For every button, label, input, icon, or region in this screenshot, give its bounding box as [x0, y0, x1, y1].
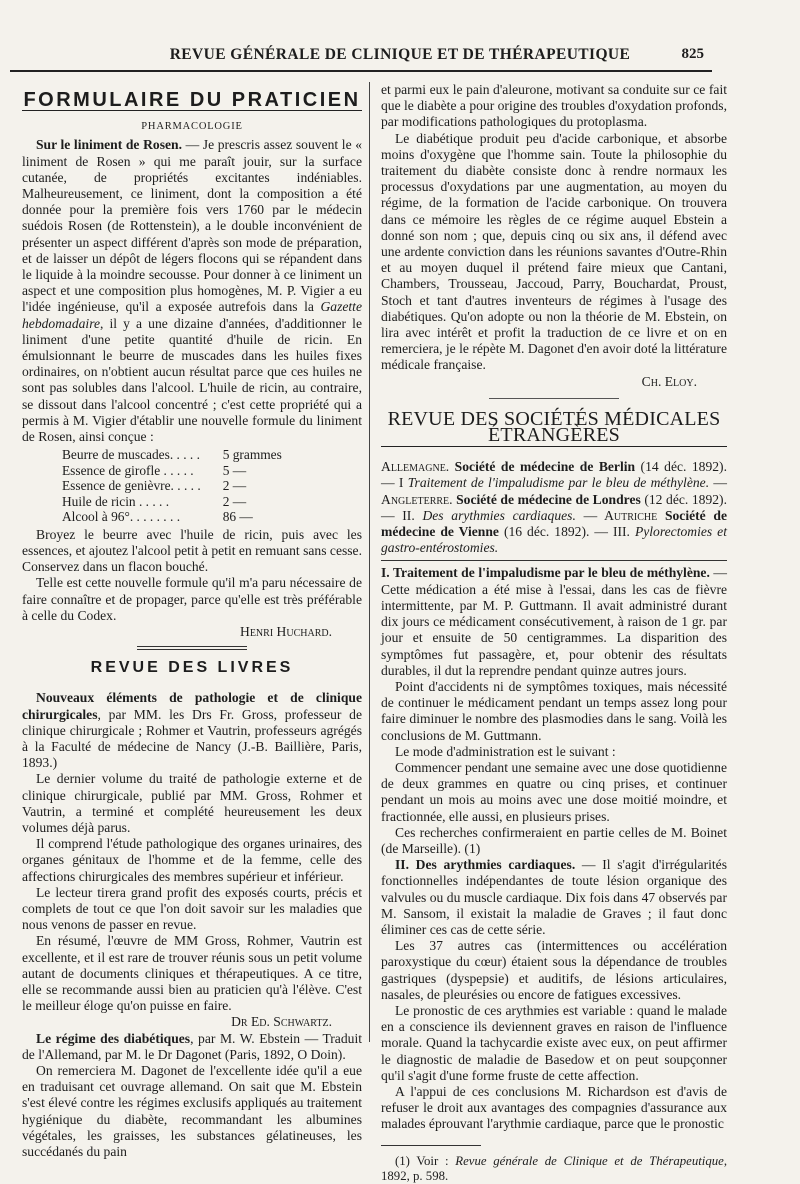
section-title: I. Traitement de l'impaludisme par le bleu de méthylène. — [381, 565, 710, 581]
paragraph: Commencer pendant une semaine avec une dose quotidienne de deux grammes en quatre ou cinq prises, et continuer pendant un mois au moins avec une dose moitié moindre, et fractionnée, elle aussi, en plusieurs prises. — [381, 759, 727, 824]
paragraph: Ces recherches confirmeraient en partie celles de M. Boinet (de Marseille). (1) — [381, 824, 727, 856]
paragraph: A l'appui de ces conclusions M. Richardson est d'avis de refuser le droit aux avantages des compagnies d'assurance aux malades éprouvant l'arythmie cardiaque, parce que le pronostic — [381, 1083, 727, 1132]
paragraph: On remerciera M. Dagonet de l'excellente idée qu'il a eue en traduisant cet ouvrage allemand. On sait que M. Ebstein s'est élevé contre les régimes exclusifs appliqués au traitement hygiénique du diabète, recommandant les albumines végétales, les graisses, les substances gélatineuses, les succédanés du pain — [22, 1063, 362, 1160]
paragraph: I. Traitement de l'impaludisme par le bleu de méthylène. — Cette médication a été mise à l'essai, dans les cas de fièvre intermittente, par M. P. Guttmann. Il avait administré durant dix jours ce médicament consécutivement, à raison de 1 gr. par jour et ensuite de 50 centigrammes. La disparition des symptômes fut passagère, et, pour obtenir des résultats durables, il dut la reprendre pendant quinze autres jours. — [381, 565, 728, 678]
paragraph: Le diabétique produit peu d'acide carbonique, et absorbe moins d'oxygène que l'homme sain. Toute la philosophie du traitement du diabète consiste donc à rendre normaux les processus d'oxydations par une augmentation, au moyen du régime, de la formation de l'acide carbonique. On trouvera dans ce mémoire les règles de ce régime auquel Ebstein a donné son nom ; que, depuis cinq ou six ans, il défend avec une ardente conviction dans les réunions savantes d'Outre-Rhin et au moyen duquel il prétend faire mieux que Cantani, Chambers, Trousseau, Jaccoud, Parry, Bouchardat, Proust, Stoch et tant d'autres inventeurs de régimes à l'usage des diabétiques. Qu'on adopte ou non la théorie de M. Ebstein, on lira avec intérêt et profit la traduction de ce livre et on en remerciera, je le répète M. Dagonet d'en avoir doté la littérature médicale française. — [381, 130, 727, 373]
recipe-row: Alcool à 96°. . . . . . . . 86 — — [62, 509, 253, 525]
section-heading-formulaire: FORMULAIRE DU PRATICIEN — [23, 89, 361, 111]
section-heading-livres: REVUE DES LIVRES — [90, 659, 294, 677]
signature: Dr Ed. Schwartz. — [231, 1014, 332, 1030]
paragraph: Le régime des diabétiques, par M. W. Ebstein — Traduit de l'Allemand, par M. le Dr Dagonet (Paris, 1892, O Doin). — [22, 1030, 362, 1062]
paragraph: Le dernier volume du traité de pathologie externe et de clinique chirurgicale, publié par MM. Gross, Rohmer et Vautrin, a terminé et complété heureusement les deux volumes déjà parus. — [22, 771, 362, 836]
paragraph: En résumé, l'œuvre de MM Gross, Rohmer, Vautrin est excellente, et il est rare de trouver réunis sous un petit volume autant de documents cliniques et thérapeutiques. A ce titre, elle se recommande aussi bien au praticien qu'à l'élève. C'est le meilleur éloge qu'on puisse en faire. — [22, 933, 362, 1014]
section-title: II. Des arythmies cardiaques. — [395, 857, 576, 873]
column-divider — [369, 82, 370, 1042]
recipe-row: Essence de genièvre. . . . . 2 — — [62, 478, 247, 494]
recipe-row: Beurre de muscades. . . . . 5 grammes — [62, 447, 282, 463]
footnote-rule — [381, 1145, 481, 1146]
subheading-pharmacologie: PHARMACOLOGIE — [141, 121, 243, 133]
separator — [381, 560, 727, 561]
summary: Allemagne. Société de médecine de Berlin (14 déc. 1892). — I Traitement de l'impaludisme par le bleu de méthylène. — Angleterre. Société de médecine de Londres (12 déc. 1892). — II. Des arythmies cardiaques. — Autriche Société de médecine de Vienne (16 déc. 1892). — III. Pylorectomies et gastro-entérostomies. — [381, 459, 727, 556]
paragraph: Le pronostic de ces arythmies est variable : quand le malade en a conscience ils deviennent graves en raison de l'influence morale. Quand la tachycardie existe avec eux, on peut affirmer le diagnostic de maladie de Basedow et on peut soupçonner qu'il s'agit d'une forme fruste de cette affection. — [381, 1002, 727, 1083]
paragraph: Les 37 autres cas (intermittences ou accélération paroxystique du cœur) étaient sous la dépendance de troubles gastriques (dyspepsie) et auditifs, de lésions articulaires, nasales, de pleurésies ou encore de fatigues excessives. — [381, 938, 727, 1002]
signature: Ch. Eloy. — [641, 373, 697, 389]
separator — [137, 646, 247, 650]
left-column — [22, 82, 362, 1160]
paragraph: Nouveaux éléments de pathologie et de clinique chirurgicales, par MM. les Drs Fr. Gross, professeur de clinique chirurgicale ; Rohmer et Vautrin, professeurs agrégés à la Faculté de médecine de Nancy (J.-B. Baillière, Paris, 1893.) — [22, 690, 362, 771]
recipe-row: Huile de ricin . . . . . 2 — — [62, 493, 247, 509]
paragraph: Le lecteur tirera grand profit des exposés courts, précis et complets de tout ce que l'on doit savoir sur les maladies que nous venons de passer en revue. — [22, 884, 362, 933]
right-column — [381, 82, 727, 1184]
signature: Henri Huchard. — [240, 623, 332, 639]
book-title: Le régime des diabétiques — [36, 1030, 191, 1046]
page-number: 825 — [681, 46, 704, 62]
section-heading-societes: REVUE DES SOCIÉTÉS MÉDICALES ÉTRANGÈRES — [381, 411, 727, 447]
journal-title: REVUE GÉNÉRALE DE CLINIQUE ET DE THÉRAPEUTIQUE — [169, 46, 631, 63]
recipe-row: Essence de girofle . . . . . 5 — — [62, 462, 247, 478]
article-lead: Sur le liniment de Rosen. — [36, 137, 182, 153]
paragraph: et parmi eux le pain d'aleurone, motivant sa conduite sur ce fait que le diabète a pour origine des troubles d'oxydation profonds, par modifications pathologiques du protoplasma. — [381, 82, 727, 130]
paragraph: Point d'accidents ni de symptômes toxiques, mais nécessité de continuer le médicament pendant un temps assez long pour faire diminuer le nombre des plasmodies dans le sang. Voilà les conclusions de M. Guttmann. — [381, 678, 727, 743]
footnote: (1) Voir : Revue générale de Clinique et de Thérapeutique, 1892, p. 598. — [381, 1153, 728, 1183]
paragraph: Il comprend l'étude pathologique des organes urinaires, des organes génitaux de l'homme et de la femme, celle des affections chirurgicales des membres supérieur et inférieur. — [22, 836, 362, 884]
separator — [489, 398, 619, 399]
paragraph: Telle est cette nouvelle formule qu'il m'a paru nécessaire de faire connaître et de propager, parce qu'elle est très préférable à celle du Codex. — [22, 575, 362, 623]
paragraph: Broyez le beurre avec l'huile de ricin, puis avec les essences, et ajoutez l'alcool petit à petit en remuant sans cesse. Conservez dans un flacon bouché. — [22, 526, 362, 575]
recipe-table — [62, 447, 286, 525]
paragraph: Le mode d'administration est le suivant : — [395, 743, 616, 759]
book-title: Nouveaux éléments de pathologie et de clinique chirurgicales — [22, 690, 362, 722]
running-header — [0, 40, 800, 72]
paragraph: Sur le liniment de Rosen. — Je prescris assez souvent le « liniment de Rosen » qui me paraît jouir, sur la surface cutanée, de propriétés excitantes indéniables. Malheureusement, ce liniment, dont la composition a été donnée pour la première fois vers 1760 par le médecin suédois Rosen (de Rottenstein), a le double inconvénient de présenter un aspect différent d'après son mode de préparation, et de laisser un dépôt de légers flocons qui se répandent dans le liquide à la moindre secousse. Pour donner à ce liniment un aspect et une composition plus homogènes, M. P. Vigier a eu l'idée ingénieuse, qu'il a exposée autrefois dans la Gazette hebdomadaire, il y a une dizaine d'années, d'additionner le liniment d'une petite quantité d'huile de ricin. En émulsionnant le beurre de muscades dans les huiles fixes ordinaires, on n'obtient aucun résultat parce que ces huiles ne sont pas solubles dans l'alcool. L'huile de ricin, au contraire, se dissout dans l'alcool concentré ; c'est cette propriété qui a permis à M. Vigier d'établir une nouvelle formule du liniment de Rosen, ainsi conçue : — [22, 137, 363, 445]
header-rule — [10, 70, 712, 72]
paragraph: II. Des arythmies cardiaques. — Il s'agit d'irrégularités fonctionnelles indépendantes de toute lésion organique des valvules ou du muscle cardiaque. Dix fois dans 47 observés par M. Sansom, il existait la maladie de Graves ; il faut donc éliminer ces cas de cette série. — [381, 857, 727, 937]
